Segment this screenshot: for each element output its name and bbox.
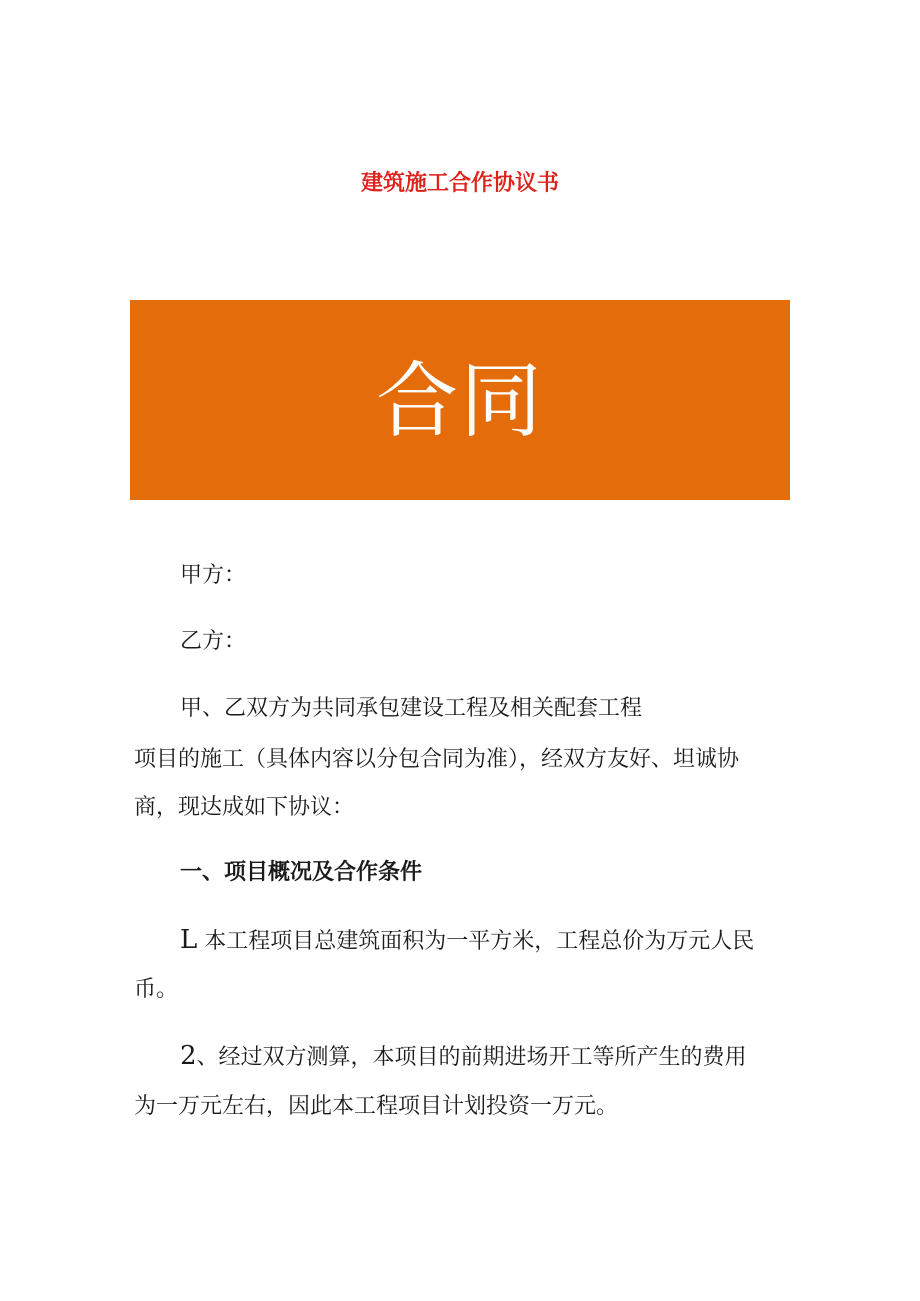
intro-line-1: 甲、乙双方为共同承包建设工程及相关配套工程	[180, 696, 643, 721]
item-2-line-1	[180, 1041, 840, 1073]
item-2-marker: 2	[180, 1041, 197, 1071]
section-heading: 一、项目概况及合作条件	[180, 860, 423, 885]
item-2-line-2: 为一万元左右，因此本工程项目计划投资一万元。	[134, 1094, 619, 1119]
party-b-label: 乙方：	[180, 629, 247, 654]
intro-line-3: 商，现达成如下协议：	[134, 795, 355, 820]
party-a-label: 甲方：	[180, 563, 247, 588]
item-1-text: 本工程项目总建筑面积为一平方米，工程总价为万元人民	[204, 929, 755, 954]
item-1-marker: L	[180, 925, 198, 955]
document-title: 建筑施工合作协议书	[360, 171, 559, 196]
contract-banner	[130, 300, 790, 500]
banner-text: 合同	[375, 354, 544, 449]
item-1-line-1	[180, 925, 840, 957]
item-1-line-2: 币。	[134, 977, 179, 1002]
intro-line-2: 项目的施工（具体内容以分包合同为准），经双方友好、坦诚协	[134, 747, 740, 772]
item-2-text: 、经过双方测算，本项目的前期进场开工等所产生的费用	[196, 1045, 747, 1070]
